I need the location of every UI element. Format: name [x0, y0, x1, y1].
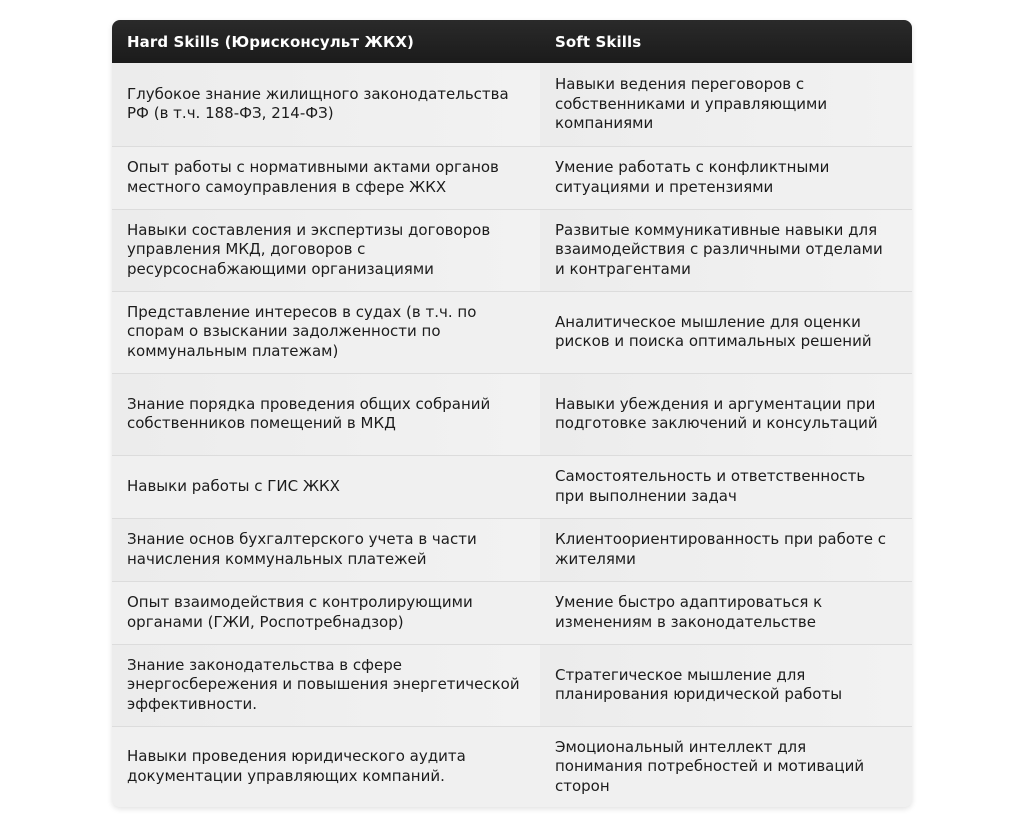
table-row: [112, 373, 912, 455]
table-header: [112, 20, 912, 63]
table-row: [112, 291, 912, 373]
soft-skill-cell: Аналитическое мышление для оценки рисков и поиска оптимальных решений: [540, 291, 912, 373]
hard-skill-cell: Опыт взаимодействия с контролирующими органами (ГЖИ, Роспотребнадзор): [112, 581, 540, 644]
soft-skill-cell: Эмоциональный интеллект для понимания потребностей и мотиваций сторон: [540, 726, 912, 807]
soft-skill-cell: Стратегическое мышление для планирования юридической работы: [540, 644, 912, 726]
soft-skill-cell: Развитые коммуникативные навыки для взаимодействия с различными отделами и контрагентами: [540, 209, 912, 291]
table-body: [112, 63, 912, 807]
hard-skill-cell: Знание законодательства в сфере энергосбережения и повышения энергетической эффективности.: [112, 644, 540, 726]
hard-skill-cell: Навыки проведения юридического аудита документации управляющих компаний.: [112, 726, 540, 807]
hard-skill-cell: Опыт работы с нормативными актами органов местного самоуправления в сфере ЖКХ: [112, 146, 540, 209]
soft-skill-cell: Навыки ведения переговоров с собственниками и управляющими компаниями: [540, 63, 912, 146]
hard-skill-cell: Представление интересов в судах (в т.ч. по спорам о взыскании задолженности по коммунальным платежам): [112, 291, 540, 373]
soft-skill-cell: Навыки убеждения и аргументации при подготовке заключений и консультаций: [540, 373, 912, 455]
header-soft-skills: Soft Skills: [540, 20, 912, 63]
soft-skill-cell: Умение работать с конфликтными ситуациями и претензиями: [540, 146, 912, 209]
header-hard-skills: Hard Skills (Юрисконсульт ЖКХ): [112, 20, 540, 63]
table-row: [112, 644, 912, 726]
header-row: [112, 20, 912, 63]
soft-skill-cell: Самостоятельность и ответственность при выполнении задач: [540, 455, 912, 518]
table-row: [112, 455, 912, 518]
table-row: [112, 518, 912, 581]
soft-skill-cell: Умение быстро адаптироваться к изменениям в законодательстве: [540, 581, 912, 644]
table-row: [112, 63, 912, 146]
hard-skill-cell: Глубокое знание жилищного законодательства РФ (в т.ч. 188-ФЗ, 214-ФЗ): [112, 63, 540, 146]
skills-table-card: [112, 20, 912, 807]
table-row: [112, 146, 912, 209]
soft-skill-cell: Клиентоориентированность при работе с жителями: [540, 518, 912, 581]
hard-skill-cell: Навыки составления и экспертизы договоров управления МКД, договоров с ресурсоснабжающими организациями: [112, 209, 540, 291]
hard-skill-cell: Знание порядка проведения общих собраний собственников помещений в МКД: [112, 373, 540, 455]
table-row: [112, 726, 912, 807]
table-row: [112, 209, 912, 291]
hard-skill-cell: Знание основ бухгалтерского учета в части начисления коммунальных платежей: [112, 518, 540, 581]
hard-skill-cell: Навыки работы с ГИС ЖКХ: [112, 455, 540, 518]
skills-table: [112, 20, 912, 807]
table-row: [112, 581, 912, 644]
